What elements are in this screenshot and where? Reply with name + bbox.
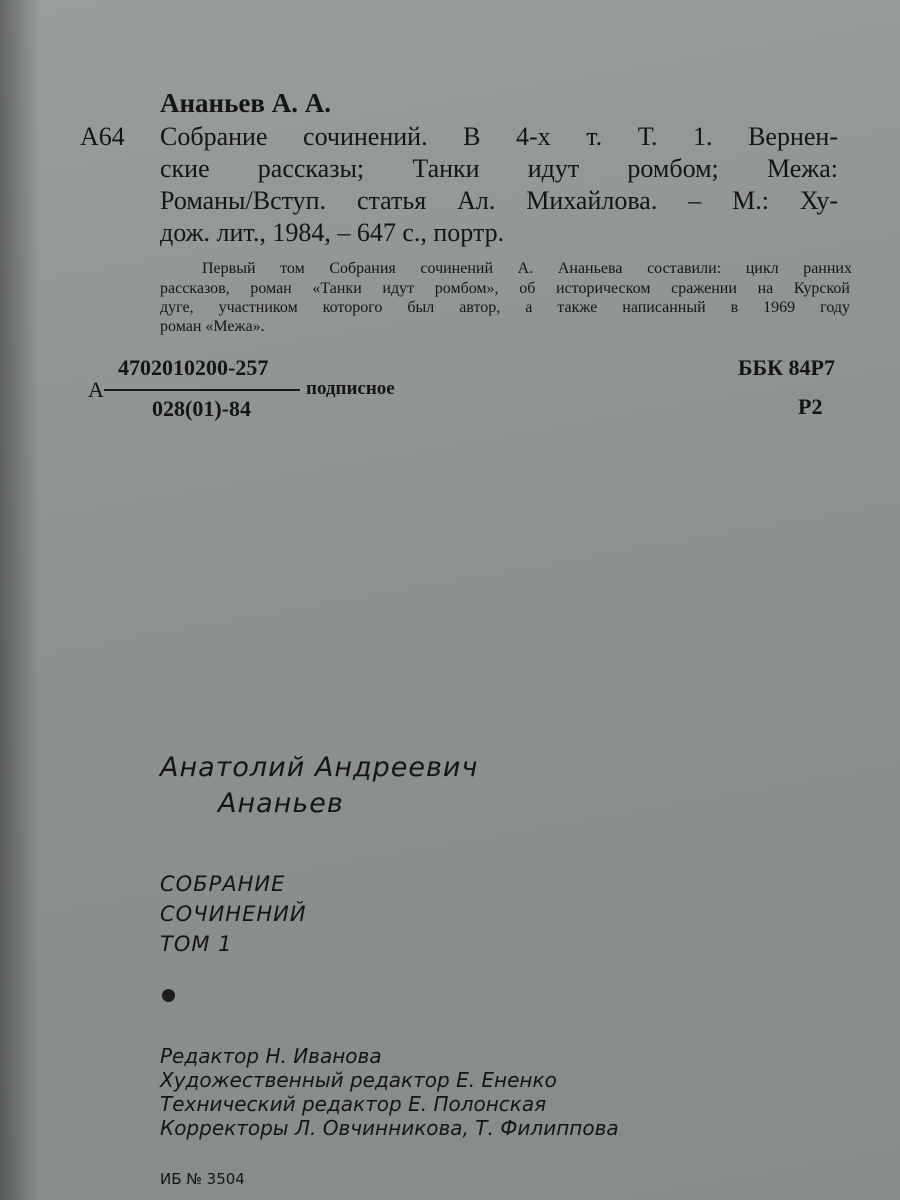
author-full-name-line-2: Ананьев: [218, 788, 344, 819]
collection-title-line-1: СОБРАНИЕ: [160, 872, 286, 896]
credit-technical-editor: Технический редактор Е. Полонская: [160, 1092, 547, 1116]
isbn-fraction-rule: [104, 389, 300, 391]
isbn-letter: А: [88, 377, 104, 402]
annotation-line-1: Первый том Собрания сочинений А. Ананьева составили: цикл ранних: [202, 260, 852, 277]
bbk-subcode: Р2: [798, 394, 823, 419]
catalog-main-line-1: Собрание сочинений. В 4-х т. Т. 1. Вернен-: [160, 122, 838, 151]
ib-number: ИБ № 3504: [160, 1170, 245, 1188]
subscription-label: подписное: [306, 378, 395, 399]
bbk-code: ББК 84Р7: [738, 355, 835, 380]
catalog-author: Ананьев А. А.: [160, 88, 331, 118]
page-edge-shadow: [0, 0, 40, 1200]
bullet-dot-icon: [162, 989, 175, 1002]
catalog-code: А64: [80, 122, 125, 151]
collection-title-line-2: СОЧИНЕНИЙ: [160, 902, 307, 926]
annotation-line-3: дуге, участником которого был автор, а также написанный в 1969 году: [160, 299, 850, 316]
annotation-line-4: роман «Межа».: [160, 318, 265, 335]
isbn-denominator: 028(01)-84: [152, 396, 251, 421]
catalog-main-line-4: дож. лит., 1984, – 647 с., портр.: [160, 218, 505, 247]
annotation-line-2: рассказов, роман «Танки идут ромбом», об историческом сражении на Курской: [160, 280, 850, 297]
isbn-numerator: 4702010200-257: [118, 355, 269, 380]
volume-number: ТОМ 1: [160, 932, 233, 956]
credit-proofreaders: Корректоры Л. Овчинникова, Т. Филиппова: [160, 1116, 619, 1140]
credit-editor: Редактор Н. Иванова: [160, 1044, 382, 1068]
author-full-name-line-1: Анатолий Андреевич: [160, 752, 479, 783]
catalog-main-line-3: Романы/Вступ. статья Ал. Михайлова. – М.: Ху-: [160, 186, 838, 215]
credit-art-editor: Художественный редактор Е. Ененко: [160, 1068, 557, 1092]
catalog-main-line-2: ские рассказы; Танки идут ромбом; Межа:: [160, 154, 838, 183]
